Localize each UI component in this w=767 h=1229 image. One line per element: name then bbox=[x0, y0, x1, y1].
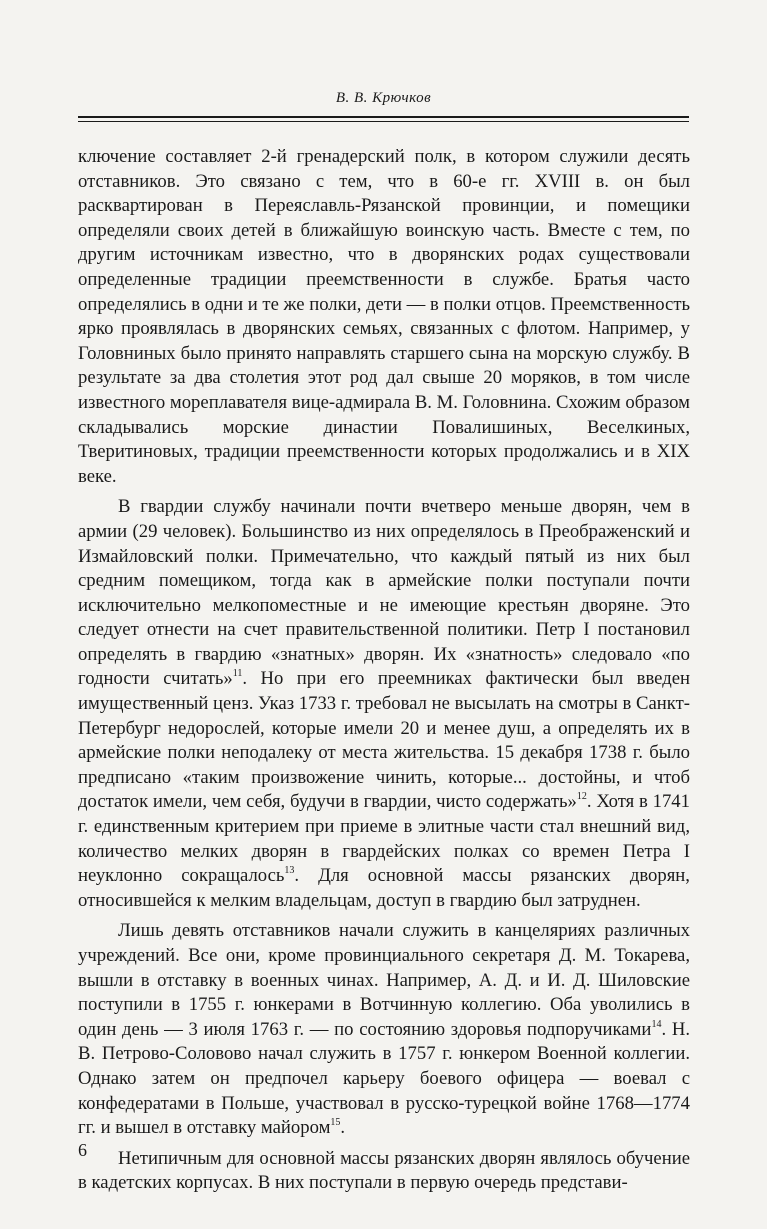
text-run: В гвардии службу начинали почти вчетверо меньше дворян, чем в армии (29 человек). Большинство из них определялось в Преображенский и Измайловский полки. Примечательно, что каждый пятый из них был средним помещиком, тогда как в армейские полки поступали почти исключительно мелкопоместные и не имеющие крестьян дворяне. Это следует отнести на счет правительственной политики. Петр I постановил определять в гвардию «знатных» дворян. Их «знатность» следовало «по годности считать» bbox=[78, 496, 690, 690]
running-header: В. В. Крючков bbox=[335, 90, 432, 106]
paragraph-1 bbox=[78, 145, 690, 489]
paragraph-3 bbox=[78, 919, 690, 1140]
text-run: ключение составляет 2-й гренадерский полк, в котором служили десять отставников. Это связано с тем, что в 60-е гг. XVIII в. он был расквартирован в Переяславль-Рязанской провинции, и помещики определяли своих детей в ближайшую воинскую часть. Вместе с тем, по другим источникам известно, что в дворянских родах существовали определенные традиции преемственности в службе. Братья часто определялись в одни и те же полки, дети — в полки отцов. Преемственность ярко проявлялась в дворянских семьях, связанных с флотом. Например, у Головниных было принято направлять старшего сына на морскую службу. В результате за два столетия этот род дал свыше 20 моряков, в том числе известного мореплавателя вице-адмирала В. М. Головнина. Схожим образом складывались морские династии Повалишиных, Веселкиных, Тверитиновых, традиции преемственности которых продолжались и в XIX веке. bbox=[78, 146, 691, 487]
text-run: . Н. В. Петрово-Соловово начал служить в 1757 г. юнкером Военной коллегии. Однако затем он предпочел карьеру боевого офицера — воевал с конфедератами в Польше, участвовал в русско-турецкой войне 1768—1774 гг. и вышел в отставку майором bbox=[78, 1018, 690, 1139]
footnote-ref: 12 bbox=[576, 791, 587, 803]
paragraph-2 bbox=[78, 495, 690, 913]
text-run: . Для основной массы рязанских дворян, относившейся к мелким владельцам, доступ в гвардию был затруднен. bbox=[78, 865, 690, 911]
footnote-ref: 11 bbox=[232, 668, 243, 680]
body-text bbox=[78, 145, 690, 1196]
text-run: Лишь девять отставников начали служить в канцеляриях различных учреждений. Все они, кроме провинциального секретаря Д. М. Токарева, вышли в отставку в военных чинах. Например, А. Д. и И. Д. Шиловские поступили в 1755 г. юнкерами в Вотчинную коллегию. Оба уволились в один день — 3 июля 1763 г. — по состоянию здоровья подпоручиками bbox=[78, 920, 690, 1040]
paragraph-4 bbox=[78, 1147, 690, 1196]
text-run: . Но при его преемниках фактически был введен имущественный ценз. Указ 1733 г. требовал не высылать на смотры в Санкт-Петербург недорослей, которые имели 20 и менее душ, а определять их в армейские полки неподалеку от места жительства. 15 декабря 1738 г. было предписано «таким произвожение чинить, которые... достойны, и чтоб достаток имели, чем себя, будучи в гвардии, чисто содержать» bbox=[78, 668, 691, 813]
header-rule-thin bbox=[78, 121, 689, 122]
header-rule-thick bbox=[78, 116, 689, 118]
footnote-ref: 15 bbox=[330, 1117, 341, 1129]
text-run: Нетипичным для основной массы рязанских дворян являлось обучение в кадетских корпусах. В них поступали в первую очередь представи- bbox=[78, 1147, 690, 1194]
footnote-ref: 13 bbox=[284, 865, 295, 877]
page-number: 6 bbox=[78, 1140, 87, 1160]
text-run: . bbox=[340, 1117, 346, 1139]
footnote-ref: 14 bbox=[651, 1018, 662, 1030]
text-run: . Хотя в 1741 г. единственным критерием при приеме в элитные части стал внешний вид, количество мелких дворян в гвардейских полках со времен Петра I неуклонно сокращалось bbox=[78, 791, 690, 887]
